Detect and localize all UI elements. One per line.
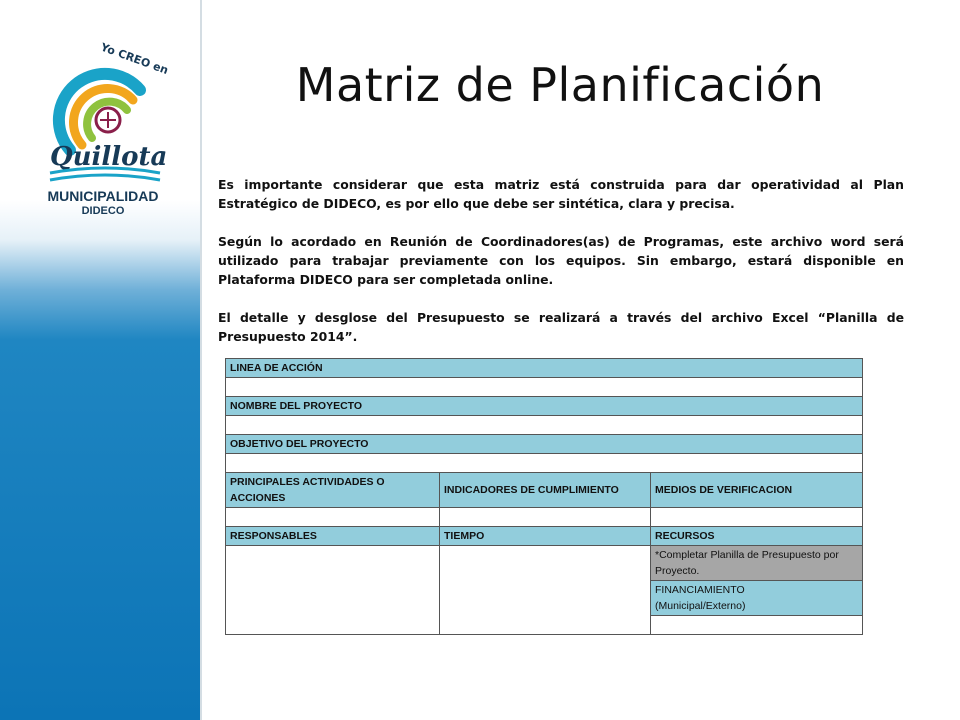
logo-city: Quillota <box>50 142 168 172</box>
financiamiento-cell <box>651 581 863 616</box>
responsables-field[interactable] <box>226 546 440 635</box>
responsables-header: RESPONSABLES <box>226 527 440 546</box>
financiamiento-type: (Municipal/Externo) <box>655 600 746 612</box>
linea-accion-field[interactable] <box>226 378 863 397</box>
logo-department: DIDECO <box>81 205 125 217</box>
financiamiento-label: FINANCIAMIENTO <box>655 584 745 596</box>
objetivo-proyecto-field[interactable] <box>226 454 863 473</box>
logo-organization: MUNICIPALIDAD <box>47 188 159 204</box>
indicadores-field[interactable] <box>440 508 651 527</box>
page-title: Matriz de Planificación <box>295 58 825 112</box>
logo-tagline: Yo CREO en <box>98 40 171 78</box>
sidebar-band <box>0 0 202 720</box>
objetivo-proyecto-header: OBJETIVO DEL PROYECTO <box>226 435 863 454</box>
planning-matrix-table <box>225 358 863 635</box>
actividades-field[interactable] <box>226 508 440 527</box>
recursos-header: RECURSOS <box>651 527 863 546</box>
nombre-proyecto-header: NOMBRE DEL PROYECTO <box>226 397 863 416</box>
paragraph-budget: El detalle y desglose del Presupuesto se realizará a través del archivo Excel “Planilla de Presupuesto 2014”. <box>218 310 904 344</box>
paragraph-coordination: Según lo acordado en Reunión de Coordinadores(as) de Programas, este archivo word será utilizado para trabajar previamente con los equipos. Sin embargo, estará disponible en Plataforma DIDECO para ser completada online. <box>218 234 904 287</box>
nombre-proyecto-field[interactable] <box>226 416 863 435</box>
medios-field[interactable] <box>651 508 863 527</box>
tiempo-field[interactable] <box>440 546 651 635</box>
linea-accion-header: LINEA DE ACCIÓN <box>226 359 863 378</box>
paragraph-intro: Es importante considerar que esta matriz está construida para dar operatividad al Plan Estratégico de DIDECO, es por ello que debe ser sintética, clara y precisa. <box>218 177 904 211</box>
tiempo-header: TIEMPO <box>440 527 651 546</box>
medios-header: MEDIOS DE VERIFICACION <box>651 473 863 508</box>
instructions-text <box>218 175 904 365</box>
indicadores-header: INDICADORES DE CUMPLIMIENTO <box>440 473 651 508</box>
financiamiento-field[interactable] <box>651 616 863 635</box>
planilla-note: *Completar Planilla de Presupuesto por Proyecto. <box>651 546 863 581</box>
actividades-header: PRINCIPALES ACTIVIDADES O ACCIONES <box>226 473 440 508</box>
